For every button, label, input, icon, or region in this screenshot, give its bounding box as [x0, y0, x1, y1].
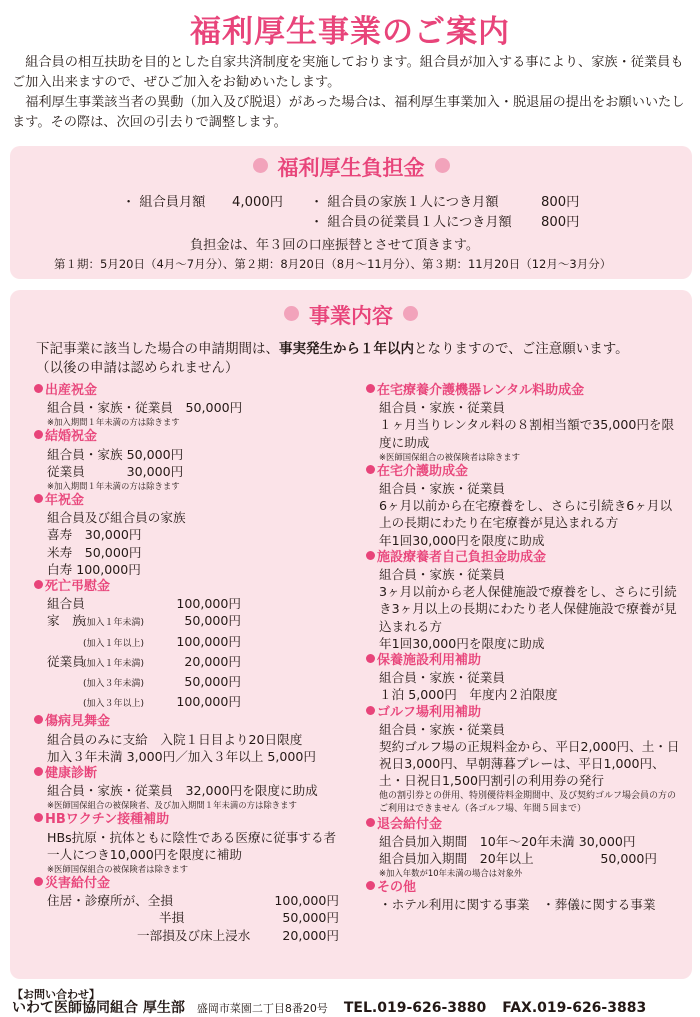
- section-title: 在宅介護助成金: [377, 463, 469, 479]
- bullet-icon: [34, 384, 43, 393]
- section-line: 組合員・家族・従業員: [379, 567, 505, 583]
- row-amount: 100,000円: [176, 633, 241, 649]
- checkup-section: [34, 765, 364, 811]
- section-line: ・ホテル利用に関する事業 ・葬儀に関する事業: [379, 897, 656, 913]
- disaster-section: [34, 875, 364, 944]
- section-line: 3ヶ月以前から老人保健施設で療養をし、さらに引続き3ヶ月以上の長期にわたり老人保健施設で療養が見込まれる方: [379, 584, 677, 634]
- row-amount: 100,000円: [176, 694, 241, 710]
- section-line: 組合員・家族・従業員: [379, 670, 505, 686]
- intro-text: [12, 53, 692, 133]
- section-line: 組合員・家族・従業員 32,000円を限度に助成: [47, 783, 318, 799]
- burden-box: [10, 146, 692, 279]
- business-heading-text: 事業内容: [309, 304, 393, 328]
- retirement-section: [366, 816, 684, 880]
- row-amount: 100,000円: [274, 893, 339, 909]
- row-amount: 50,000円: [184, 674, 241, 690]
- section-note: ※加入期間１年未満の方は除きます: [47, 481, 180, 492]
- section-line: 組合員・家族・従業員 50,000円: [47, 400, 243, 416]
- section-line: 組合員及び組合員の家族: [47, 510, 186, 526]
- bullet-icon: [34, 430, 43, 439]
- business-lead: [36, 340, 629, 378]
- contact-label: 【お問い合わせ】: [12, 988, 100, 1001]
- contact-tel: TEL.019-626-3880: [343, 1000, 487, 1016]
- contact-org: いわて医師協同組合 厚生部: [12, 1000, 185, 1016]
- section-line: 組合員・家族 50,000円: [47, 446, 184, 462]
- page-title: 福利厚生事業のご案内: [190, 14, 510, 50]
- hb-vaccine-section: [34, 811, 364, 875]
- family-fee-label: ・ 組合員の家族１人につき月額: [310, 195, 499, 210]
- section-line: 組合員・家族・従業員: [379, 721, 505, 737]
- section-title: 施設療養者自己負担金助成金: [377, 549, 547, 565]
- bullet-icon: [34, 580, 43, 589]
- employee-fee-label: ・ 組合員の従業員１人につき月額: [310, 215, 512, 230]
- bullet-icon: [34, 877, 43, 886]
- row-amount: 20,000円: [282, 927, 339, 943]
- row-amount: 50,000円: [184, 613, 241, 629]
- condolence-section: [34, 578, 364, 713]
- circle-dot-icon: [435, 158, 450, 173]
- bullet-icon: [366, 654, 375, 663]
- rental-section: [366, 382, 684, 463]
- business-right-column: [366, 382, 684, 914]
- section-title: 結婚祝金: [45, 429, 98, 445]
- section-title: 死亡弔慰金: [45, 579, 111, 595]
- section-line: 白寿 100,000円: [47, 561, 141, 577]
- section-note: ※医師国保組合の被保険者は除きます: [47, 864, 189, 875]
- burden-schedule: 第１期：5月20日（4月〜7月分）、第２期：8月20日（8月〜11月分）、第３期：11月20日（12月〜3月分）: [54, 257, 612, 271]
- section-title: 災害給付金: [45, 876, 111, 892]
- row-label: 組合員: [47, 596, 85, 612]
- employee-fee-amount: 800円: [541, 215, 580, 230]
- burden-note: 負担金は、年３回の口座振替とさせて頂きます。: [190, 238, 480, 253]
- section-line: 6ヶ月以前から在宅療養をし、さらに引続き6ヶ月以上の長期にわたり在宅療養が見込まれる方: [379, 498, 673, 531]
- section-line: 組合員・家族・従業員: [379, 481, 505, 497]
- section-line: 組合員加入期間 10年〜20年未満 30,000円: [379, 833, 636, 849]
- section-line: HBs抗原・抗体ともに陰性である医療に従事する者一人につき10,000円を限度に補助: [47, 829, 337, 862]
- home-care-section: [366, 463, 684, 549]
- lead-text-post: となりますので、ご注意願います。: [414, 341, 629, 357]
- row-label: 組合員加入期間 20年以上: [379, 851, 534, 867]
- section-title: 健康診断: [45, 766, 98, 782]
- row-sub: (加入１年未満): [83, 618, 145, 629]
- section-note: ※加入年数が10年未満の場合は対象外: [379, 868, 523, 879]
- section-title: 傷病見舞金: [45, 714, 111, 730]
- intro-paragraph-2: 福利厚生事業該当者の異動（加入及び脱退）があった場合は、福利厚生事業加入・脱退届の提出をお願いいたします。その際は、次回の引去りで調整します。: [12, 95, 685, 130]
- lead-text-bold: 事実発生から１年以内: [279, 341, 414, 357]
- row-sub: (加入１年以上): [83, 638, 145, 649]
- section-note: ※医師国保組合の被保険者、及び加入期間１年未満の方は除きます: [47, 800, 297, 811]
- section-title: 退会給付金: [377, 816, 443, 832]
- bullet-icon: [34, 494, 43, 503]
- row-amount: 50,000円: [282, 910, 339, 926]
- contact-address: 盛岡市菜園二丁目8番20号: [196, 1002, 328, 1015]
- row-sub: (加入３年以上): [83, 699, 145, 710]
- section-line: 喜寿 30,000円: [47, 527, 142, 543]
- section-title: 出産祝金: [45, 383, 98, 398]
- section-note: ※医師国保組合の被保険者は除きます: [379, 451, 521, 462]
- family-fee-amount: 800円: [541, 195, 580, 210]
- section-note: ※加入期間１年未満の方は除きます: [47, 417, 180, 428]
- facility-self-section: [366, 549, 684, 652]
- row-sub: (加入３年未満): [83, 679, 145, 690]
- section-line: １泊 5,000円 年度内２泊限度: [379, 687, 558, 703]
- section-line: 米寿 50,000円: [47, 544, 142, 560]
- birth-section: [34, 382, 364, 428]
- intro-paragraph-1: 組合員の相互扶助を目的とした自家共済制度を実施しております。組合員が加入する事により、家族・従業員もご加入出来ますので、ぜひご加入をお勧めいたします。: [12, 55, 684, 90]
- lead-text-pre: 下記事業に該当した場合の申請期間は、: [36, 341, 279, 357]
- contact-fax: FAX.019-626-3883: [502, 1000, 647, 1016]
- section-line: 組合員のみに支給 入院１日目より20日限度: [47, 731, 303, 747]
- section-line: 組合員・家族・従業員: [379, 400, 505, 416]
- age-celebration-section: [34, 492, 364, 578]
- section-title: その他: [377, 880, 417, 896]
- section-title: 年祝金: [45, 493, 85, 509]
- bullet-icon: [366, 818, 375, 827]
- business-box: [10, 290, 692, 979]
- section-line: 加入３年未満 3,000円／加入３年以上 5,000円: [47, 748, 317, 764]
- section-note: 他の割引券との併用、特別優待料金期間中、及び契約ゴルフ場会員の方のご利用はできません（各ゴルフ場、年間５回まで）: [379, 790, 677, 814]
- section-title: 保養施設利用補助: [377, 653, 482, 669]
- row-amount: 20,000円: [184, 653, 241, 669]
- circle-dot-icon: [284, 306, 299, 321]
- row-sub: (加入１年未満): [83, 658, 145, 669]
- other-section: [366, 879, 684, 913]
- section-line: １ヶ月当りレンタル料の８割相当額で35,000円を限度に助成: [379, 417, 675, 450]
- member-fee-label: ・ 組合員月額: [122, 195, 206, 210]
- golf-section: [366, 704, 684, 816]
- bullet-icon: [366, 465, 375, 474]
- bullet-icon: [366, 706, 375, 715]
- contact-line: [12, 997, 646, 1017]
- bullet-icon: [34, 813, 43, 822]
- row-amount: 100,000円: [176, 596, 241, 612]
- sick-section: [34, 713, 364, 765]
- bullet-icon: [34, 767, 43, 776]
- row-label: 一部損及び床上浸水: [137, 927, 251, 943]
- circle-dot-icon: [403, 306, 418, 321]
- section-title: HBワクチン接種補助: [45, 812, 170, 828]
- business-left-column: [34, 382, 364, 944]
- bullet-icon: [34, 715, 43, 724]
- section-line: 従業員 30,000円: [47, 463, 184, 479]
- section-title: ゴルフ場利用補助: [377, 704, 482, 720]
- section-title: 在宅療養介護機器レンタル料助成金: [377, 383, 585, 398]
- bullet-icon: [366, 881, 375, 890]
- bullet-icon: [366, 384, 375, 393]
- row-label: 半損: [159, 910, 185, 926]
- member-fee-amount: 4,000円: [232, 195, 283, 210]
- row-amount: 50,000円: [600, 851, 657, 867]
- business-heading: [10, 300, 692, 330]
- row-label: 従業員: [47, 653, 85, 669]
- row-label: 住居・診療所が、全損: [47, 893, 173, 909]
- bullet-icon: [366, 551, 375, 560]
- recreation-section: [366, 652, 684, 704]
- burden-heading: [10, 152, 692, 182]
- section-line: 契約ゴルフ場の正規料金から、平日2,000円、土・日祝日3,000円、早朝薄暮プレーは、平日1,000円、土・日祝日1,500円割引の利用券の発行: [379, 739, 680, 789]
- lead-text-line2: （以後の申請は認められません）: [36, 360, 239, 376]
- section-line: 年1回30,000円を限度に助成: [379, 532, 545, 548]
- burden-heading-text: 福利厚生負担金: [277, 156, 425, 180]
- circle-dot-icon: [253, 158, 268, 173]
- marriage-section: [34, 428, 364, 492]
- section-line: 年1回30,000円を限度に助成: [379, 635, 545, 651]
- row-label: 家 族: [47, 613, 85, 629]
